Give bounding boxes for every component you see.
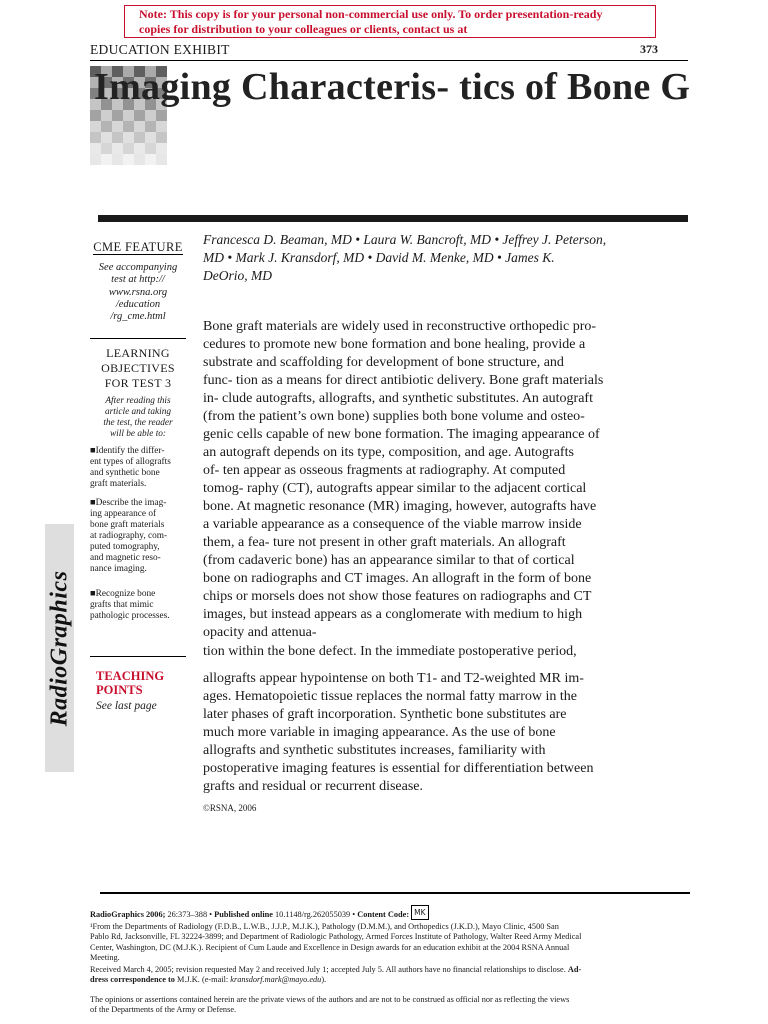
sidebar-divider	[90, 338, 186, 339]
mosaic-tile	[156, 132, 167, 143]
page-number: 373	[640, 42, 658, 56]
mosaic-tile	[145, 132, 156, 143]
mosaic-tile	[112, 121, 123, 132]
learning-objectives-heading: LEARNING OBJECTIVES FOR TEST 3	[101, 346, 175, 390]
personal-use-notice	[124, 5, 656, 38]
mosaic-tile	[101, 154, 112, 165]
header-rule	[90, 60, 688, 61]
mosaic-tile	[156, 121, 167, 132]
correspondence-email[interactable]: kransdorf.mark@mayo.edu	[230, 975, 322, 985]
objectives-intro: After reading this article and taking the test, the reader will be able to:	[103, 396, 173, 439]
mosaic-tile	[112, 143, 123, 154]
affiliation-note: ¹From the Departments of Radiology (F.D.B., L.W.B., J.J.P., M.J.K.), Pathology (D.M.M.), and Orthopedics (J.K.D.), Mayo Clinic, 4500 San Pablo Rd, Jacksonville, FL 32224-3899; and Department of Radiologic Pathology, Armed Forces Institute of Pathology, Walter Reed Army Medical Center, Washington, DC (M.J.K.). Recipient of Cum Laude and Excellence in Design awards for an education exhibit at the 2004 RSNA Annual Meeting.	[90, 922, 582, 962]
mosaic-tile	[90, 121, 101, 132]
author-list: Francesca D. Beaman, MD • Laura W. Bancroft, MD • Jeffrey J. Peterson, MD • Mark J. Kransdorf, MD • David M. Menke, MD • James K. DeOrio, MD	[203, 232, 607, 283]
mosaic-tile	[123, 121, 134, 132]
mosaic-tile	[134, 143, 145, 154]
abstract-paragraph: tion within the bone defect. In the immediate postoperative period,	[203, 644, 577, 659]
mosaic-tile	[123, 143, 134, 154]
mosaic-tile	[156, 143, 167, 154]
mosaic-tile	[90, 143, 101, 154]
mosaic-tile	[112, 132, 123, 143]
copyright-notice: ©RSNA, 2006	[203, 803, 257, 813]
mosaic-tile	[145, 110, 156, 121]
disclaimer-note: The opinions or assertions contained herein are the private views of the authors and are not to be construed as official nor as reflecting the views of the Departments of the Army or Defense.	[90, 995, 570, 1015]
mosaic-tile	[145, 121, 156, 132]
section-label: EDUCATION EXHIBIT	[90, 42, 230, 57]
notice-line-1: Note: This copy is for your personal non-commercial use only. To order presentation-ready	[139, 7, 603, 21]
mosaic-tile	[90, 154, 101, 165]
objective-item: ■Identify the differ- ent types of allografts and synthetic bone graft materials.	[90, 446, 171, 489]
mosaic-tile	[134, 132, 145, 143]
title-rule	[98, 215, 688, 222]
abstract-paragraph: allografts appear hypointense on both T1- and T2-weighted MR im- ages. Hematopoietic tissue replaces the normal fatty marrow in the later phases of graft incorporation. Synthetic bone substitutes are much more variable in imaging appearance. As the use of bone allografts and synthetic substitutes increases, familiarity with postoperative imaging features is essential for differentiation between grafts and residual or recurrent disease.	[203, 671, 594, 794]
mosaic-tile	[123, 110, 134, 121]
mosaic-tile	[112, 154, 123, 165]
sidebar-divider	[90, 656, 186, 657]
objective-item: ■Recognize bone grafts that mimic pathologic processes.	[90, 589, 170, 621]
teaching-points-subtext: See last page	[96, 700, 157, 712]
citation-journal: RadioGraphics 2006;	[90, 910, 166, 919]
mosaic-tile	[145, 143, 156, 154]
journal-vertical-logo: RadioGraphics	[46, 570, 73, 726]
abstract-paragraph: Bone graft materials are widely used in reconstructive orthopedic pro- cedures to promote new bone formation and bone healing, provide a substrate and scaffolding for development of bone structure, and func- tion as a means for direct antibiotic delivery. Bone graft materials in- clude autografts, allografts, and synthetic substitutes. An autograft (from the patient’s own bone) supplies both bone volume and osteo- genic cells capable of new bone formation. The imaging appearance of an autograft depends on its type, composition, and age. Autografts of- ten appear as osseous fragments at radiography. At computed tomog- raphy (CT), autografts appear similar to the adjacent cortical bone. At magnetic resonance (MR) imaging, however, autografts have a variable appearance as a consequence of the viable marrow inside them, a fea- ture not present in other graft materials. An allograft (from cadaveric bone) has an appearance similar to that of cortical bone on radiographs and CT images. An allograft in the form of bone chips or morsels does not show those features on radiographs and CT images, but instead appears as a conglomerate with medium to high opacity and attenua-	[203, 319, 604, 640]
cme-feature-heading: CME FEATURE	[93, 240, 183, 254]
mosaic-tile	[101, 132, 112, 143]
footer-rule	[100, 892, 690, 894]
mosaic-tile	[101, 121, 112, 132]
mosaic-tile	[134, 110, 145, 121]
mosaic-tile	[145, 154, 156, 165]
mosaic-tile	[90, 132, 101, 143]
content-code-label: Content Code:	[357, 910, 410, 919]
mosaic-tile	[90, 110, 101, 121]
mosaic-tile	[101, 143, 112, 154]
mosaic-tile	[123, 132, 134, 143]
mosaic-tile	[156, 154, 167, 165]
content-code-badge: MK	[411, 905, 428, 920]
mosaic-tile	[101, 110, 112, 121]
mosaic-tile	[112, 110, 123, 121]
published-label: Published online	[214, 910, 273, 919]
citation-line: RadioGraphics 2006; 26:373–388 • Published online 10.1148/rg.262055039 • Content Code: MK	[90, 905, 690, 920]
notice-line-2: copies for distribution to your colleagues or clients, contact us at	[139, 22, 468, 36]
received-note: Received March 4, 2005; revision requested May 2 and received July 1; accepted July 5. All authors have no financial relationships to disclose. Ad- dress correspondence to M.J.K. (e-mail: kransdorf.mark@mayo.edu).	[90, 965, 582, 985]
article-title: Imaging Characteris- tics of Bone G	[94, 66, 691, 108]
mosaic-tile	[134, 154, 145, 165]
doi: 10.1148/rg.262055039	[272, 910, 351, 919]
mosaic-tile	[156, 110, 167, 121]
objective-item: ■Describe the imag- ing appearance of bone graft materials at radiography, com- puted tomography, and magnetic reso- nance imaging.	[90, 498, 168, 574]
mosaic-tile	[123, 154, 134, 165]
cme-feature-text: See accompanying test at http:// www.rsna.org /education /rg_cme.html	[98, 262, 178, 323]
mosaic-tile	[134, 121, 145, 132]
teaching-points-heading: TEACHING POINTS	[96, 669, 165, 697]
